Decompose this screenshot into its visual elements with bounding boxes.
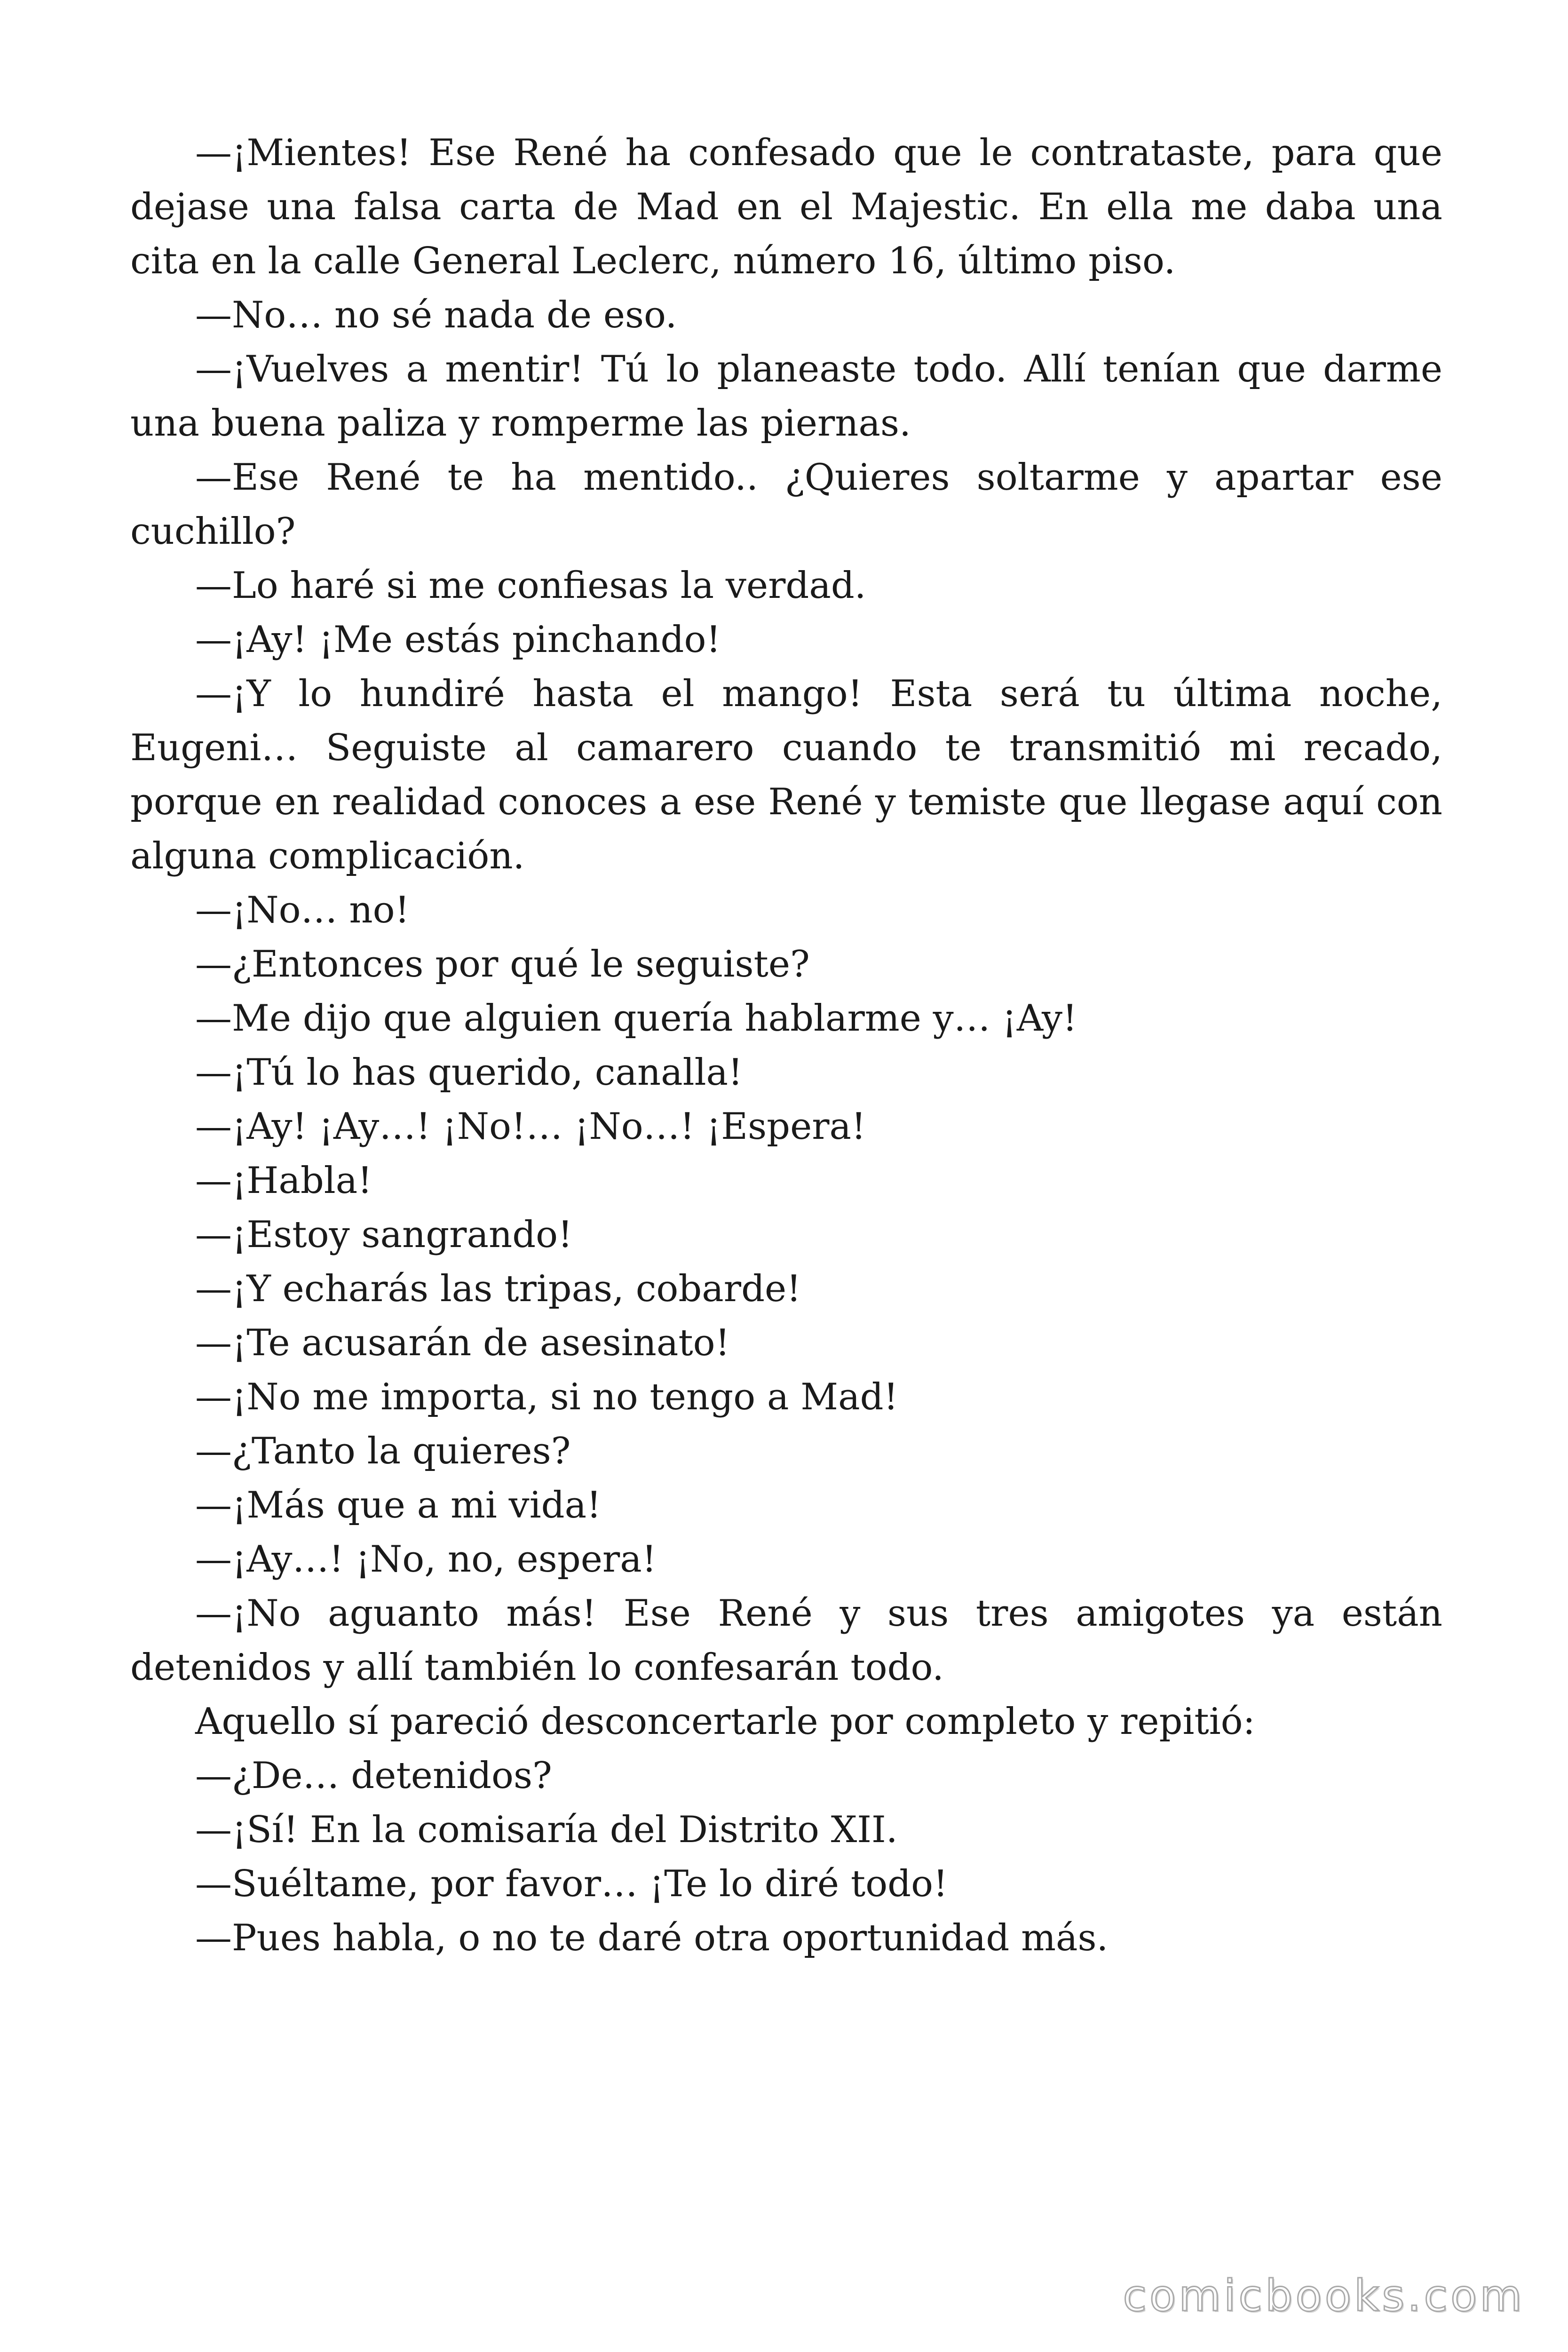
paragraph: —Suéltame, por favor… ¡Te lo diré todo!	[195, 1863, 948, 1905]
paragraph: —¡Ay! ¡Me estás pinchando!	[195, 619, 721, 661]
watermark: comicbooks.com	[1123, 2271, 1525, 2321]
paragraph: —¡No me importa, si no tengo a Mad!	[195, 1376, 898, 1418]
paragraph: —¡Ay! ¡Ay…! ¡No!… ¡No…! ¡Espera!	[195, 1105, 866, 1148]
paragraph: —¡Habla!	[195, 1160, 372, 1202]
paragraph: —¡Ay…! ¡No, no, espera!	[195, 1538, 657, 1581]
paragraph: Aquello sí pareció desconcertarle por completo y repitió:	[195, 1700, 1255, 1743]
paragraph: —¡Tú lo has querido, canalla!	[195, 1051, 743, 1094]
paragraph: —¡No… no!	[195, 889, 410, 931]
paragraph: —¿Tanto la quieres?	[195, 1430, 571, 1472]
paragraph: —¡Y echarás las tripas, cobarde!	[195, 1268, 801, 1310]
paragraph: —¡Vuelves a mentir! Tú lo planeaste todo. Allí tenían que darme una buena paliza y romperme las piernas.	[130, 348, 1442, 445]
body-text	[130, 126, 1442, 1965]
paragraph: —¡Más que a mi vida!	[195, 1484, 602, 1526]
paragraph: —¡Mientes! Ese René ha confesado que le contrataste, para que dejase una falsa carta de Mad en el Majestic. En ella me daba una cita en la calle General Leclerc, número 16, último piso.	[130, 132, 1442, 282]
paragraph: —Pues habla, o no te daré otra oportunidad más.	[195, 1917, 1109, 1959]
paragraph: —¡Estoy sangrando!	[195, 1214, 573, 1256]
paragraph: —Lo haré si me confiesas la verdad.	[195, 564, 866, 607]
paragraph: —¿De… detenidos?	[195, 1755, 552, 1797]
paragraph: —¡No aguanto más! Ese René y sus tres amigotes ya están detenidos y allí también lo confesarán todo.	[130, 1592, 1442, 1689]
paragraph: —Ese René te ha mentido.. ¿Quieres soltarme y apartar ese cuchillo?	[130, 456, 1442, 553]
paragraph: —¡Y lo hundiré hasta el mango! Esta será tu última noche, Eugeni… Seguiste al camarero cuando te transmitió mi recado, porque en realidad conoces a ese René y temiste que llegase aquí con alguna complicación.	[130, 673, 1442, 877]
paragraph: —Me dijo que alguien quería hablarme y… ¡Ay!	[195, 997, 1077, 1040]
paragraph: —¡Sí! En la comisaría del Distrito XII.	[195, 1809, 898, 1851]
paragraph: —¿Entonces por qué le seguiste?	[195, 943, 810, 985]
paragraph: —¡Te acusarán de asesinato!	[195, 1322, 730, 1364]
paragraph: —No… no sé nada de eso.	[195, 294, 677, 336]
